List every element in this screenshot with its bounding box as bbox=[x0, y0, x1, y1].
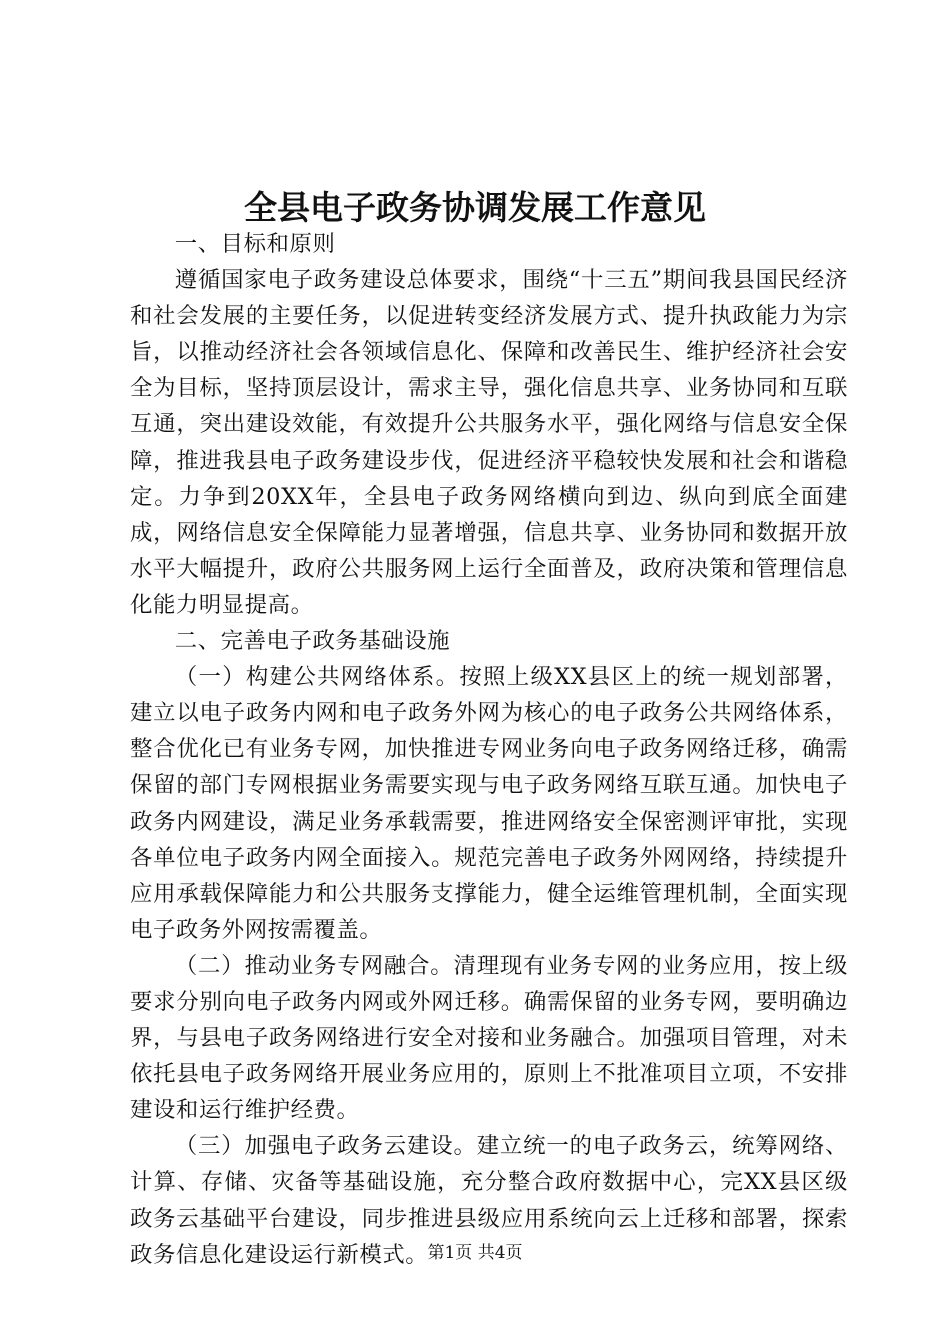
document-body bbox=[130, 226, 848, 1273]
paragraph-public-network: （一）构建公共网络体系。按照上级XX县区上的统一规划部署，建立以电子政务内网和电子政务外网为核心的电子政务公共网络体系，整合优化已有业务专网，加快推进专网业务向电子政务网络迁移，确需保留的部门专网根据业务需要实现与电子政务网络互联互通。加快电子政务内网建设，满足业务承载需要，推进网络安全保密测评审批，实现各单位电子政务内网全面接入。规范完善电子政务外网网络，持续提升应用承载保障能力和公共服务支撑能力，健全运维管理机制，全面实现电子政务外网按需覆盖。 bbox=[130, 664, 848, 943]
paragraph-government-cloud: （三）加强电子政务云建设。建立统一的电子政务云，统筹网络、计算、存储、灾备等基础设施，充分整合政府数据中心，完XX县区级政务云基础平台建设，同步推进县级应用系统向云上迁移和部署，探索政务信息化建设运行新模式。 bbox=[130, 1133, 848, 1268]
paragraph-private-network: （二）推动业务专网融合。清理现有业务专网的业务应用，按上级要求分别向电子政务内网或外网迁移。确需保留的业务专网，要明确边界，与县电子政务网络进行安全对接和业务融合。加强项目管理，对未依托县电子政务网络开展业务应用的，原则上不批准项目立项，不安排建设和运行维护经费。 bbox=[130, 952, 848, 1124]
page-number: 第1页 共4页 bbox=[427, 1243, 523, 1263]
section-heading-infrastructure: 二、完善电子政务基础设施 bbox=[174, 628, 451, 655]
section-heading-goals: 一、目标和原则 bbox=[174, 231, 336, 257]
paragraph-goals: 遵循国家电子政务建设总体要求，围绕“十三五”期间我县国民经济和社会发展的主要任务，以促进转变经济发展方式、提升执政能力为宗旨，以推动经济社会各领域信息化、保障和改善民生、维护经济社会安全为目标，坚持顶层设计，需求主导，强化信息共享、业务协同和互联互通，突出建设效能，有效提升公共服务水平，强化网络与信息安全保障，推进我县电子政务建设步伐，促进经济平稳较快发展和社会和谐稳定。力争到20XX年，全县电子政务网络横向到边、纵向到底全面建成，网络信息安全保障能力显著增强，信息共享、业务协同和数据开放水平大幅提升，政府公共服务网上运行全面普及，政府决策和管理信息化能力明显提高。 bbox=[130, 267, 848, 618]
document-title: 全县电子政务协调发展工作意见 bbox=[244, 188, 706, 227]
